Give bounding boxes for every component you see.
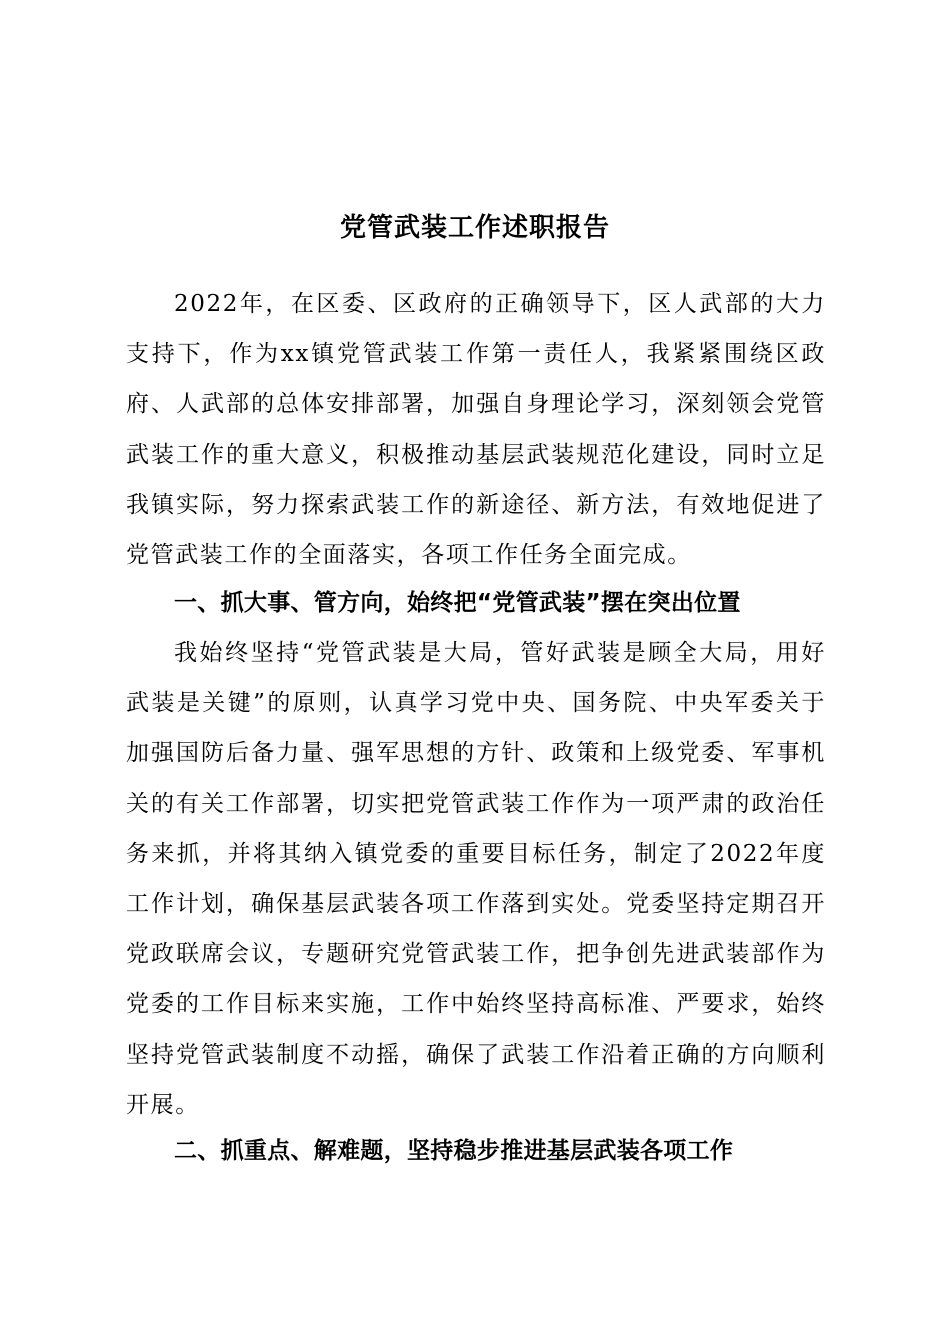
section-heading-1: 一、抓大事、管方向，始终把“党管武装”摆在突出位置 — [174, 590, 741, 616]
section-heading-2: 二、抓重点、解难题，坚持稳步推进基层武装各项工作 — [174, 1138, 734, 1164]
paragraph-section-1: 我始终坚持“党管武装是大局，管好武装是顾全大局，用好武装是关键”的原则，认真学习党中央、国务院、中央军委关于加强国防后备力量、强军思想的方针、政策和上级党委、军事机关的有关工作部署，切实把党管武装工作作为一项严肃的政治任务来抓，并将其纳入镇党委的重要目标任务，制定了2022年度工作计划，确保基层武装各项工作落到实处。党委坚持定期召开党政联席会议，专题研究党管武装工作，把争创先进武装部作为党委的工作目标来实施，工作中始终坚持高标准、严要求，始终坚持党管武装制度不动摇，确保了武装工作沿着正确的方向顺利开展。 — [126, 640, 826, 1118]
paragraph-intro: 2022年，在区委、区政府的正确领导下，区人武部的大力支持下，作为xx镇党管武装工作第一责任人，我紧紧围绕区政府、人武部的总体安排部署，加强自身理论学习，深刻领会党管武装工作的重大意义，积极推动基层武装规范化建设，同时立足我镇实际，努力探索武装工作的新途径、新方法，有效地促进了党管武装工作的全面落实，各项工作任务全面完成。 — [126, 291, 826, 569]
document-title: 党管武装工作述职报告 — [339, 213, 610, 243]
section-1-body — [126, 628, 826, 1130]
intro-section — [126, 279, 826, 580]
